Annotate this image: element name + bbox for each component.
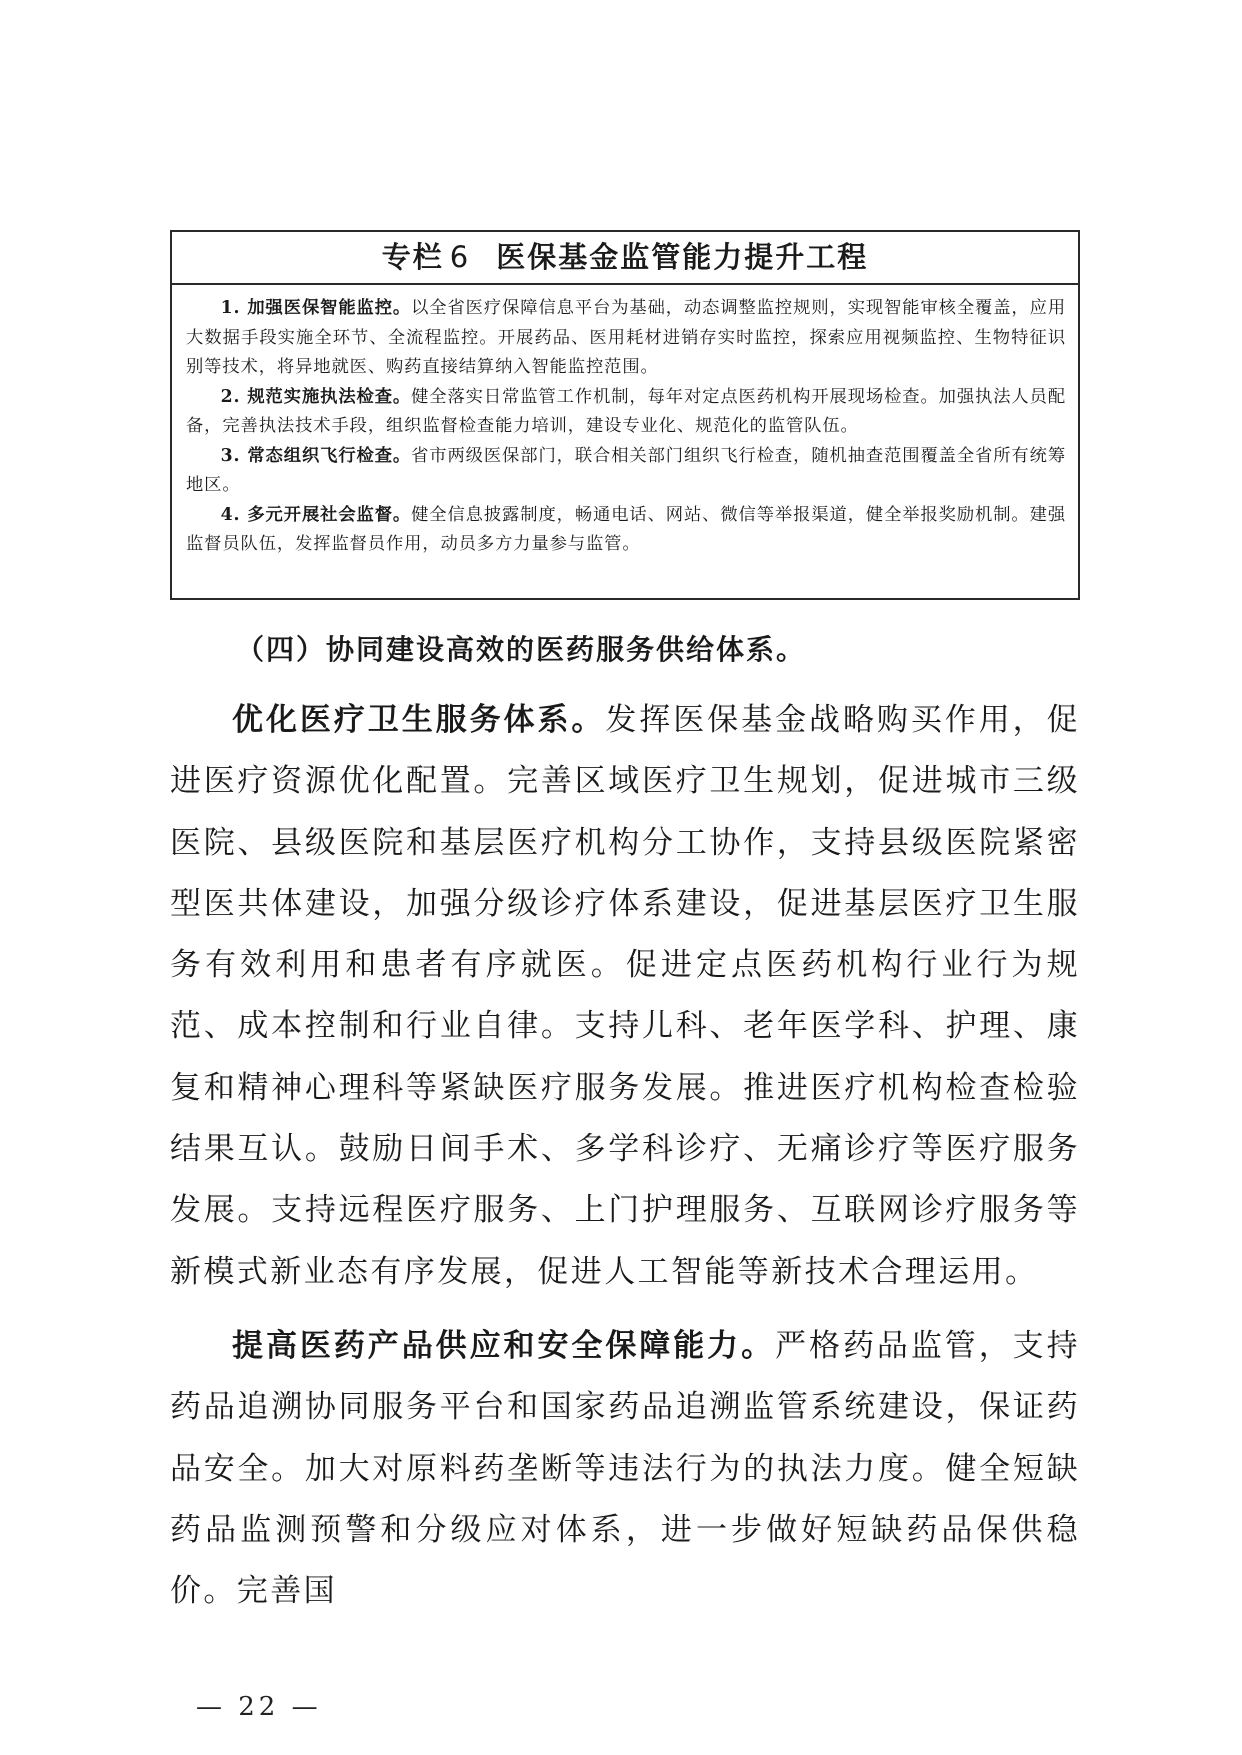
- column-body: [172, 285, 1078, 560]
- column-item-text: 健全落实日常监管工作机制，每年对定点医药机构开展现场检查。加强执法人员配备，完善执法技术手段，组织监督检查能力培训，建设专业化、规范化的监管队伍。: [186, 386, 1066, 436]
- column-label: 专栏: [381, 240, 444, 274]
- paragraph-lead: 优化医疗卫生服务体系。: [232, 702, 606, 738]
- column-item: [186, 501, 1066, 560]
- paragraph-text: 严格药品监管，支持药品追溯协同服务平台和国家药品追溯监管系统建设，保证药品安全。加大对原料药垄断等违法行为的执法力度。健全短缺药品监测预警和分级应对体系，进一步做好短缺药品保供稳价。完善国: [170, 1328, 1080, 1610]
- column-item-lead: 1. 加强医保智能监控。: [220, 298, 412, 318]
- column-number: 6: [449, 240, 471, 274]
- column-item-text: 以全省医疗保障信息平台为基础，动态调整监控规则，实现智能审核全覆盖，应用大数据手段实施全环节、全流程监控。开展药品、医用耗材进销存实时监控，探索应用视频监控、生物特征识别等技术，将异地就医、购药直接结算纳入智能监控范围。: [186, 298, 1066, 377]
- column-item-text: 省市两级医保部门，联合相关部门组织飞行检查，随机抽查范围覆盖全省所有统筹地区。: [186, 445, 1066, 495]
- paragraph-lead: 提高医药产品供应和安全保障能力。: [232, 1328, 776, 1364]
- column-item: [186, 442, 1066, 501]
- column-item: [186, 383, 1066, 442]
- column-subtitle: 医保基金监管能力提升工程: [496, 240, 869, 274]
- column-item: [186, 294, 1066, 383]
- column-box: [170, 230, 1080, 600]
- column-item-lead: 2. 规范实施执法检查。: [220, 386, 412, 407]
- body-paragraph: [170, 690, 1080, 1303]
- paragraph-text: 发挥医保基金战略购买作用，促进医疗资源优化配置。完善区域医疗卫生规划，促进城市三级医院、县级医院和基层医疗机构分工协作，支持县级医院紧密型医共体建设，加强分级诊疗体系建设，促进基层医疗卫生服务有效利用和患者有序就医。促进定点医药机构行业行为规范、成本控制和行业自律。支持儿科、老年医学科、护理、康复和精神心理科等紧缺医疗服务发展。推进医疗机构检查检验结果互认。鼓励日间手术、多学科诊疗、无痛诊疗等医疗服务发展。支持远程医疗服务、上门护理服务、互联网诊疗服务等新模式新业态有序发展，促进人工智能等新技术合理运用。: [170, 702, 1080, 1290]
- section-heading: （四）协同建设高效的医药服务供给体系。: [236, 633, 807, 666]
- column-item-lead: 4. 多元开展社会监督。: [220, 504, 412, 525]
- column-item-text: 健全信息披露制度，畅通电话、网站、微信等举报渠道，健全举报奖励机制。建强监督员队伍，发挥监督员作用，动员多方力量参与监管。: [186, 504, 1066, 554]
- page-number: — 22 —: [196, 1692, 322, 1722]
- column-title: [172, 232, 1078, 285]
- column-item-lead: 3. 常态组织飞行检查。: [220, 445, 412, 466]
- body-paragraph: [170, 1316, 1080, 1622]
